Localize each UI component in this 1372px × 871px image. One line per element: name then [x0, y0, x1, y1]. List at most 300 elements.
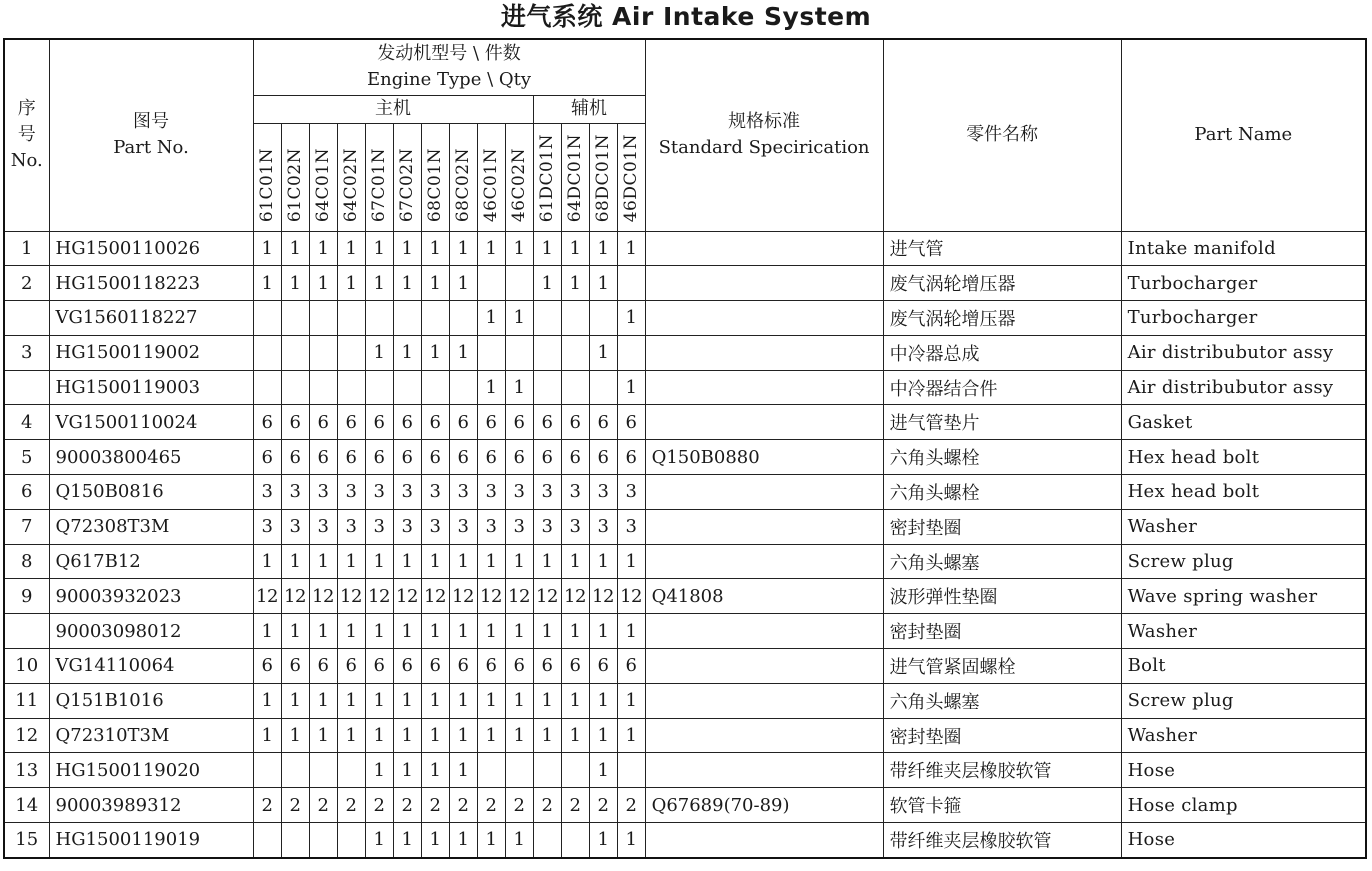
- part-name-zh: 波形弹性垫圈: [883, 579, 1121, 614]
- header-spec: [645, 39, 883, 231]
- row-number: 2: [4, 266, 49, 301]
- qty-cell: [393, 301, 421, 336]
- qty-cell: 6: [393, 649, 421, 684]
- qty-cell: 1: [477, 718, 505, 753]
- qty-cell: 2: [477, 788, 505, 823]
- qty-cell: 12: [533, 579, 561, 614]
- qty-cell: 2: [309, 788, 337, 823]
- spec-cell: [645, 718, 883, 753]
- qty-cell: 2: [281, 788, 309, 823]
- qty-cell: 6: [533, 649, 561, 684]
- page-title: 进气系统 Air Intake System: [500, 2, 872, 31]
- qty-cell: 1: [589, 753, 617, 788]
- row-number: 8: [4, 544, 49, 579]
- engine-type-label: 64C02N: [341, 148, 361, 223]
- qty-cell: 1: [337, 544, 365, 579]
- qty-cell: 1: [365, 753, 393, 788]
- part-number: 90003989312: [49, 788, 253, 823]
- qty-cell: [617, 753, 645, 788]
- header-part-no-en: Part No.: [113, 137, 189, 159]
- qty-cell: 3: [449, 509, 477, 544]
- part-name-en: Gasket: [1121, 405, 1366, 440]
- qty-cell: 6: [589, 440, 617, 475]
- qty-cell: [617, 335, 645, 370]
- qty-cell: 1: [617, 683, 645, 718]
- qty-cell: 1: [617, 823, 645, 858]
- part-number: Q150B0816: [49, 475, 253, 510]
- part-name-en: Hex head bolt: [1121, 440, 1366, 475]
- header-engine-type-0: [253, 123, 281, 231]
- header-seq: [4, 39, 49, 231]
- qty-cell: 3: [281, 509, 309, 544]
- row-number: 6: [4, 475, 49, 510]
- qty-cell: 1: [533, 544, 561, 579]
- qty-cell: 6: [281, 649, 309, 684]
- qty-cell: 1: [561, 266, 589, 301]
- header-name-zh: 零件名称: [883, 39, 1121, 231]
- qty-cell: 1: [477, 370, 505, 405]
- header-seq-zh2: 号: [17, 124, 36, 146]
- qty-cell: 1: [281, 266, 309, 301]
- qty-cell: 1: [477, 614, 505, 649]
- qty-cell: 1: [589, 231, 617, 266]
- qty-cell: [337, 370, 365, 405]
- table-row: [4, 579, 1366, 614]
- part-name-zh: 进气管紧固螺栓: [883, 649, 1121, 684]
- qty-cell: 1: [561, 683, 589, 718]
- part-number: HG1500119002: [49, 335, 253, 370]
- qty-cell: [309, 823, 337, 858]
- qty-cell: 3: [365, 475, 393, 510]
- qty-cell: 6: [309, 649, 337, 684]
- part-name-en: Wave spring washer: [1121, 579, 1366, 614]
- qty-cell: 2: [365, 788, 393, 823]
- qty-cell: 6: [589, 405, 617, 440]
- part-number: VG1500110024: [49, 405, 253, 440]
- qty-cell: 1: [477, 231, 505, 266]
- qty-cell: [281, 753, 309, 788]
- qty-cell: 1: [533, 614, 561, 649]
- header-engine-type-5: [393, 123, 421, 231]
- qty-cell: 1: [309, 718, 337, 753]
- row-number: [4, 301, 49, 336]
- qty-cell: 1: [365, 683, 393, 718]
- qty-cell: 3: [505, 475, 533, 510]
- qty-cell: 1: [421, 718, 449, 753]
- qty-cell: 2: [393, 788, 421, 823]
- qty-cell: 1: [617, 301, 645, 336]
- qty-cell: 1: [589, 335, 617, 370]
- qty-cell: [533, 335, 561, 370]
- qty-cell: [589, 301, 617, 336]
- row-number: 10: [4, 649, 49, 684]
- header-engine-zh: 发动机型号 \ 件数: [377, 43, 521, 65]
- qty-cell: [505, 266, 533, 301]
- table-row: [4, 823, 1366, 858]
- qty-cell: [421, 370, 449, 405]
- table-row: [4, 301, 1366, 336]
- part-name-zh: 密封垫圈: [883, 614, 1121, 649]
- part-number: VG14110064: [49, 649, 253, 684]
- qty-cell: [533, 370, 561, 405]
- qty-cell: 1: [253, 683, 281, 718]
- row-number: 9: [4, 579, 49, 614]
- qty-cell: 6: [561, 649, 589, 684]
- part-name-en: Intake manifold: [1121, 231, 1366, 266]
- qty-cell: 12: [477, 579, 505, 614]
- qty-cell: 3: [505, 509, 533, 544]
- qty-cell: 1: [617, 370, 645, 405]
- part-name-en: Turbocharger: [1121, 266, 1366, 301]
- qty-cell: 3: [337, 475, 365, 510]
- qty-cell: 1: [477, 301, 505, 336]
- part-number: HG1500110026: [49, 231, 253, 266]
- part-name-en: Washer: [1121, 614, 1366, 649]
- qty-cell: 6: [337, 649, 365, 684]
- spec-cell: [645, 266, 883, 301]
- spec-cell: [645, 544, 883, 579]
- qty-cell: 6: [505, 649, 533, 684]
- table-row: [4, 788, 1366, 823]
- qty-cell: 6: [253, 440, 281, 475]
- qty-cell: 1: [449, 231, 477, 266]
- qty-cell: 2: [617, 788, 645, 823]
- qty-cell: [533, 753, 561, 788]
- spec-cell: Q41808: [645, 579, 883, 614]
- part-number: Q617B12: [49, 544, 253, 579]
- qty-cell: 1: [309, 544, 337, 579]
- qty-cell: 1: [505, 823, 533, 858]
- header-engine-type-1: [281, 123, 309, 231]
- qty-cell: 1: [393, 266, 421, 301]
- engine-type-label: 68C02N: [453, 148, 473, 223]
- qty-cell: [393, 370, 421, 405]
- part-number: HG1500119020: [49, 753, 253, 788]
- qty-cell: 1: [449, 683, 477, 718]
- qty-cell: 3: [253, 509, 281, 544]
- spec-cell: [645, 475, 883, 510]
- qty-cell: 1: [561, 544, 589, 579]
- table-row: [4, 614, 1366, 649]
- table-row: [4, 475, 1366, 510]
- qty-cell: 1: [281, 683, 309, 718]
- part-name-en: Hose: [1121, 823, 1366, 858]
- row-number: [4, 370, 49, 405]
- engine-type-label: 67C02N: [397, 148, 417, 223]
- qty-cell: 6: [365, 405, 393, 440]
- row-number: 3: [4, 335, 49, 370]
- qty-cell: 6: [393, 440, 421, 475]
- part-number: 90003800465: [49, 440, 253, 475]
- header-engine-type-6: [421, 123, 449, 231]
- qty-cell: 3: [393, 475, 421, 510]
- engine-type-label: 64C01N: [313, 148, 333, 223]
- qty-cell: 1: [365, 614, 393, 649]
- qty-cell: 1: [281, 718, 309, 753]
- qty-cell: 1: [365, 335, 393, 370]
- qty-cell: 1: [505, 231, 533, 266]
- table-row: [4, 683, 1366, 718]
- part-number: HG1500118223: [49, 266, 253, 301]
- qty-cell: 2: [589, 788, 617, 823]
- qty-cell: 6: [421, 405, 449, 440]
- qty-cell: 3: [449, 475, 477, 510]
- qty-cell: [505, 753, 533, 788]
- header-main-engine: 主机: [253, 95, 533, 123]
- qty-cell: 1: [589, 718, 617, 753]
- qty-cell: 1: [421, 683, 449, 718]
- parts-table: [3, 38, 1367, 859]
- spec-cell: [645, 753, 883, 788]
- header-engine-type-9: [505, 123, 533, 231]
- qty-cell: 6: [309, 405, 337, 440]
- part-name-zh: 带纤维夹层橡胶软管: [883, 823, 1121, 858]
- qty-cell: 1: [393, 544, 421, 579]
- qty-cell: 6: [617, 649, 645, 684]
- qty-cell: 1: [561, 614, 589, 649]
- qty-cell: [309, 301, 337, 336]
- qty-cell: 1: [533, 718, 561, 753]
- qty-cell: 3: [617, 509, 645, 544]
- qty-cell: [365, 370, 393, 405]
- table-row: [4, 649, 1366, 684]
- engine-type-label: 46DC01N: [621, 134, 642, 223]
- qty-cell: 1: [393, 231, 421, 266]
- qty-cell: [617, 266, 645, 301]
- qty-cell: 6: [533, 405, 561, 440]
- header-seq-zh: 序: [17, 98, 36, 120]
- part-number: Q72310T3M: [49, 718, 253, 753]
- part-name-en: Turbocharger: [1121, 301, 1366, 336]
- qty-cell: 1: [421, 753, 449, 788]
- row-number: 13: [4, 753, 49, 788]
- qty-cell: [281, 370, 309, 405]
- qty-cell: 12: [589, 579, 617, 614]
- qty-cell: 3: [561, 509, 589, 544]
- qty-cell: 12: [281, 579, 309, 614]
- qty-cell: 1: [253, 614, 281, 649]
- qty-cell: 3: [393, 509, 421, 544]
- qty-cell: 12: [561, 579, 589, 614]
- qty-cell: 1: [617, 231, 645, 266]
- qty-cell: 3: [533, 509, 561, 544]
- part-name-zh: 密封垫圈: [883, 718, 1121, 753]
- qty-cell: 6: [253, 649, 281, 684]
- part-name-zh: 密封垫圈: [883, 509, 1121, 544]
- qty-cell: 12: [505, 579, 533, 614]
- qty-cell: [589, 370, 617, 405]
- part-name-en: Screw plug: [1121, 683, 1366, 718]
- part-name-en: Hex head bolt: [1121, 475, 1366, 510]
- qty-cell: 1: [281, 231, 309, 266]
- qty-cell: 3: [589, 509, 617, 544]
- part-number: HG1500119019: [49, 823, 253, 858]
- part-name-en: Washer: [1121, 718, 1366, 753]
- engine-type-label: 61DC01N: [537, 134, 557, 223]
- header-part-no: [49, 39, 253, 231]
- row-number: 5: [4, 440, 49, 475]
- qty-cell: 12: [253, 579, 281, 614]
- qty-cell: 1: [393, 683, 421, 718]
- qty-cell: 6: [393, 405, 421, 440]
- part-name-zh: 废气涡轮增压器: [883, 301, 1121, 336]
- qty-cell: [309, 370, 337, 405]
- qty-cell: 1: [421, 614, 449, 649]
- qty-cell: 2: [253, 788, 281, 823]
- part-number: Q72308T3M: [49, 509, 253, 544]
- part-number: Q151B1016: [49, 683, 253, 718]
- qty-cell: 1: [337, 683, 365, 718]
- qty-cell: 1: [393, 753, 421, 788]
- qty-cell: 1: [253, 718, 281, 753]
- qty-cell: 1: [309, 231, 337, 266]
- part-name-en: Hose: [1121, 753, 1366, 788]
- part-name-en: Air distribubutor assy: [1121, 370, 1366, 405]
- table-row: [4, 370, 1366, 405]
- table-row: [4, 405, 1366, 440]
- spec-cell: [645, 614, 883, 649]
- qty-cell: 1: [617, 614, 645, 649]
- qty-cell: 1: [337, 266, 365, 301]
- row-number: 7: [4, 509, 49, 544]
- qty-cell: [337, 823, 365, 858]
- qty-cell: [533, 301, 561, 336]
- qty-cell: 1: [309, 683, 337, 718]
- qty-cell: 6: [253, 405, 281, 440]
- qty-cell: 1: [449, 266, 477, 301]
- spec-cell: Q67689(70-89): [645, 788, 883, 823]
- row-number: 15: [4, 823, 49, 858]
- qty-cell: 3: [309, 509, 337, 544]
- part-name-zh: 中冷器总成: [883, 335, 1121, 370]
- spec-cell: Q150B0880: [645, 440, 883, 475]
- qty-cell: 1: [393, 823, 421, 858]
- qty-cell: 2: [533, 788, 561, 823]
- qty-cell: [281, 335, 309, 370]
- header-engine-type-3: [337, 123, 365, 231]
- qty-cell: 1: [505, 370, 533, 405]
- qty-cell: 1: [589, 544, 617, 579]
- table-row: [4, 335, 1366, 370]
- table-row: [4, 544, 1366, 579]
- spec-cell: [645, 823, 883, 858]
- row-number: 14: [4, 788, 49, 823]
- qty-cell: [421, 301, 449, 336]
- row-number: 1: [4, 231, 49, 266]
- qty-cell: [561, 335, 589, 370]
- engine-type-label: 68C01N: [425, 148, 445, 223]
- spec-cell: [645, 335, 883, 370]
- qty-cell: 1: [505, 301, 533, 336]
- qty-cell: [253, 335, 281, 370]
- qty-cell: 1: [477, 683, 505, 718]
- header-spec-en: Standard Specirication: [658, 137, 870, 159]
- qty-cell: 3: [337, 509, 365, 544]
- qty-cell: 6: [477, 440, 505, 475]
- qty-cell: 2: [505, 788, 533, 823]
- table-row: [4, 231, 1366, 266]
- qty-cell: 1: [365, 718, 393, 753]
- part-name-zh: 六角头螺栓: [883, 440, 1121, 475]
- spec-cell: [645, 683, 883, 718]
- qty-cell: 6: [449, 405, 477, 440]
- qty-cell: [281, 823, 309, 858]
- qty-cell: [365, 301, 393, 336]
- qty-cell: 6: [561, 405, 589, 440]
- qty-cell: [253, 753, 281, 788]
- qty-cell: 6: [505, 440, 533, 475]
- qty-cell: [449, 370, 477, 405]
- qty-cell: 1: [449, 718, 477, 753]
- qty-cell: 12: [449, 579, 477, 614]
- table-row: [4, 718, 1366, 753]
- qty-cell: 1: [477, 544, 505, 579]
- qty-cell: 1: [505, 683, 533, 718]
- spec-cell: [645, 231, 883, 266]
- qty-cell: 2: [449, 788, 477, 823]
- qty-cell: 3: [477, 475, 505, 510]
- part-name-zh: 进气管: [883, 231, 1121, 266]
- part-name-zh: 六角头螺栓: [883, 475, 1121, 510]
- row-number: [4, 614, 49, 649]
- qty-cell: 1: [365, 266, 393, 301]
- qty-cell: 1: [589, 683, 617, 718]
- qty-cell: 6: [281, 440, 309, 475]
- spec-cell: [645, 649, 883, 684]
- qty-cell: 3: [589, 475, 617, 510]
- qty-cell: 1: [337, 231, 365, 266]
- qty-cell: [561, 823, 589, 858]
- qty-cell: 6: [561, 440, 589, 475]
- qty-cell: 1: [365, 231, 393, 266]
- part-name-zh: 软管卡箍: [883, 788, 1121, 823]
- qty-cell: 1: [561, 718, 589, 753]
- spec-cell: [645, 509, 883, 544]
- header-name-en: Part Name: [1121, 39, 1366, 231]
- row-number: 11: [4, 683, 49, 718]
- part-name-zh: 六角头螺塞: [883, 544, 1121, 579]
- qty-cell: 1: [309, 614, 337, 649]
- spec-cell: [645, 370, 883, 405]
- qty-cell: [561, 370, 589, 405]
- part-name-zh: 带纤维夹层橡胶软管: [883, 753, 1121, 788]
- part-number: VG1560118227: [49, 301, 253, 336]
- qty-cell: 1: [449, 823, 477, 858]
- qty-cell: 2: [337, 788, 365, 823]
- qty-cell: [309, 335, 337, 370]
- qty-cell: 12: [393, 579, 421, 614]
- qty-cell: 12: [337, 579, 365, 614]
- part-number: HG1500119003: [49, 370, 253, 405]
- header-engine-type-4: [365, 123, 393, 231]
- qty-cell: 2: [421, 788, 449, 823]
- qty-cell: 1: [421, 266, 449, 301]
- part-number: 90003098012: [49, 614, 253, 649]
- qty-cell: 1: [589, 266, 617, 301]
- qty-cell: 1: [393, 335, 421, 370]
- qty-cell: 6: [617, 405, 645, 440]
- qty-cell: 1: [505, 544, 533, 579]
- qty-cell: 1: [449, 753, 477, 788]
- qty-cell: 1: [449, 335, 477, 370]
- part-name-en: Screw plug: [1121, 544, 1366, 579]
- qty-cell: 6: [477, 649, 505, 684]
- qty-cell: 6: [505, 405, 533, 440]
- qty-cell: 12: [421, 579, 449, 614]
- qty-cell: 1: [505, 614, 533, 649]
- qty-cell: 12: [309, 579, 337, 614]
- qty-cell: 1: [421, 231, 449, 266]
